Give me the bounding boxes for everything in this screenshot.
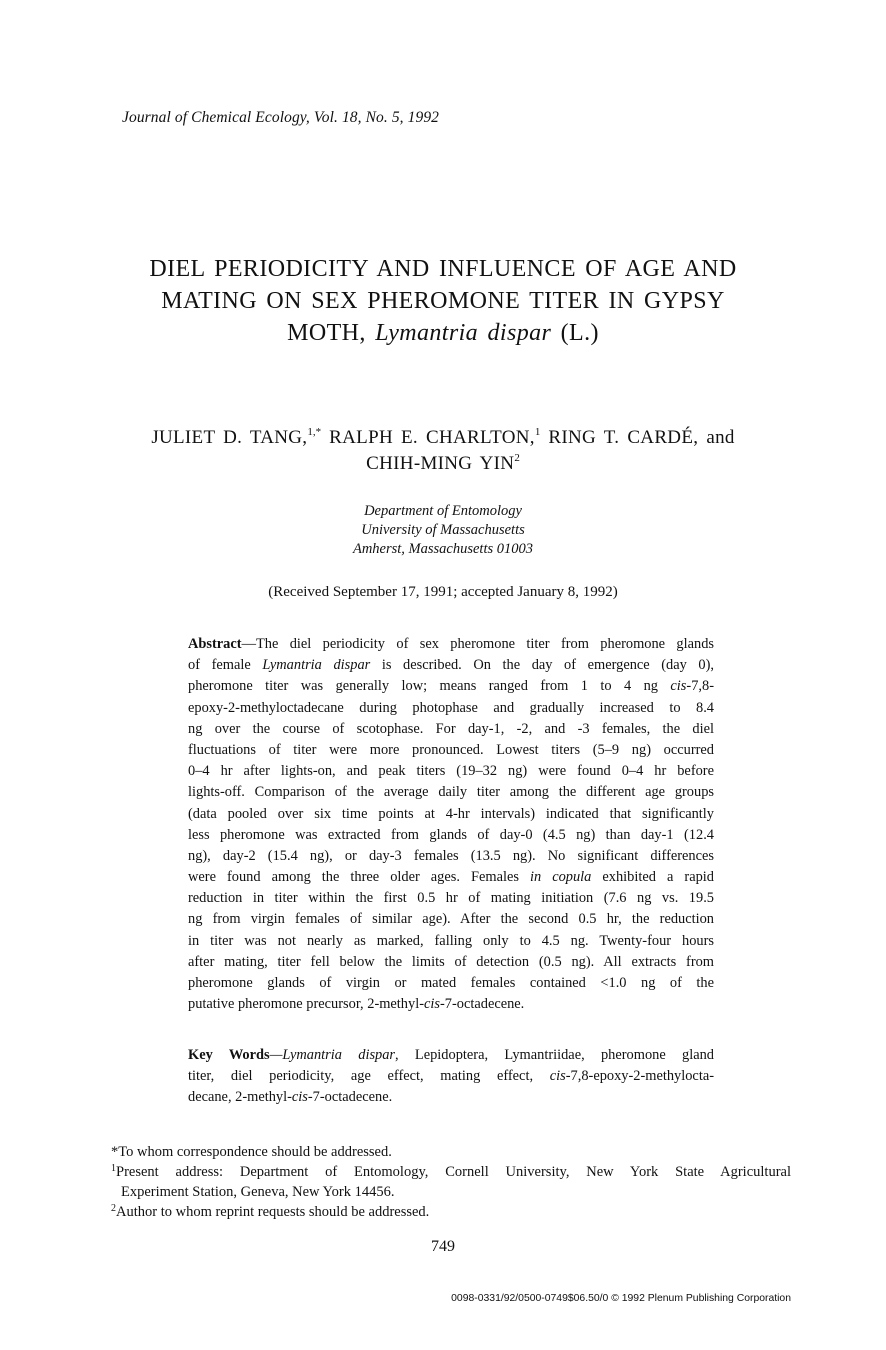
- keywords-text: -7-octadecene.: [307, 1089, 393, 1106]
- species-name: Lymantria dispar: [282, 1047, 396, 1063]
- abstract-text: exhibited a rapid: [602, 869, 714, 886]
- footnote-text: Present address: Department of Entomology, Cornell University, New York State Agricultural: [116, 1164, 791, 1180]
- affiliation-univ: University of Massachusetts: [361, 522, 525, 538]
- affiliation-city: Amherst, Massachusetts 01003: [352, 541, 534, 557]
- abstract-text: were found among the three older ages. Females: [188, 869, 519, 886]
- abstract-line: fluctuations of titer were more pronounced. Lowest titers (5–9 ng) occurred: [188, 741, 714, 758]
- abstract-line: [188, 655, 714, 676]
- keywords-text: , Lepidoptera, Lymantriidae, pheromone gland: [395, 1047, 714, 1063]
- author-footnote-mark: 1,*: [307, 426, 322, 438]
- author-line: [0, 425, 886, 451]
- title-text: (L.): [560, 320, 599, 346]
- copyright-line: 0098-0331/92/0500-0749$06.50/0 © 1992 Plenum Publishing Corporation: [451, 1293, 791, 1304]
- footnote-text: Author to whom reprint requests should be addressed.: [116, 1204, 430, 1220]
- key-words: [188, 1045, 714, 1109]
- abstract-text: is described. On the day of emergence (day 0),: [381, 657, 715, 674]
- abstract: [188, 634, 714, 1015]
- affiliation-dept: Department of Entomology: [364, 503, 522, 519]
- abstract-line: ng), day-2 (15.4 ng), or day-3 females (13.5 ng). No significant differences: [188, 847, 714, 864]
- keywords-text: decane, 2-methyl-: [188, 1089, 292, 1106]
- page-number: 749: [431, 1238, 455, 1255]
- abstract-line: ng over the course of scotophase. For day-1, -2, and -3 females, the diel: [188, 720, 714, 737]
- footnote-present-address-cont: Experiment Station, Geneva, New York 14456.: [121, 1184, 395, 1200]
- abstract-line: less pheromone was extracted from glands of day-0 (4.5 ng) than day-1 (12.4: [188, 826, 714, 843]
- keywords-label: Key Words: [188, 1047, 270, 1063]
- title-text: MOTH,: [287, 320, 366, 346]
- title-line: DIEL PERIODICITY AND INFLUENCE OF AGE AND: [149, 256, 737, 282]
- author-line: [0, 451, 886, 477]
- abstract-line: in titer was not nearly as marked, falling only to 4.5 ng. Twenty-four hours: [188, 932, 714, 949]
- abstract-line: reduction in titer within the first 0.5 hr of mating initiation (7.6 ng vs. 19.5: [188, 890, 714, 907]
- abstract-text: -7,8-: [686, 678, 714, 695]
- abstract-line: 0–4 hr after lights-on, and peak titers (19–32 ng) were found 0–4 hr before: [188, 763, 714, 780]
- author-list: [0, 425, 886, 477]
- footnote-correspondence: *To whom correspondence should be addressed.: [111, 1144, 392, 1160]
- affiliation: [0, 502, 886, 559]
- in-copula-term: in copula: [529, 869, 592, 886]
- keywords-line: [188, 1066, 714, 1087]
- cis-term: cis: [291, 1089, 308, 1106]
- keywords-text: -7,8-epoxy-2-methylocta-: [565, 1068, 714, 1085]
- abstract-line: [188, 994, 714, 1015]
- cis-term: cis: [424, 996, 440, 1013]
- abstract-text: —The diel periodicity of sex pheromone titer from pheromone glands: [241, 636, 714, 652]
- cis-term: cis: [670, 678, 687, 695]
- abstract-line: [188, 634, 714, 655]
- keywords-line: [188, 1087, 714, 1108]
- author-name: RING T. CARDÉ, and: [548, 427, 735, 448]
- received-dates: (Received September 17, 1991; accepted January 8, 1992): [268, 584, 618, 600]
- author-footnote-mark: 1: [534, 426, 541, 438]
- title-line: MATING ON SEX PHEROMONE TITER IN GYPSY: [161, 288, 725, 314]
- author-name: CHIH-MING YIN: [366, 453, 515, 474]
- footnote-present-address: [111, 1162, 791, 1182]
- species-name: Lymantria dispar: [375, 320, 552, 346]
- abstract-line: pheromone glands of virgin or mated females contained <1.0 ng of the: [188, 975, 714, 991]
- author-footnote-mark: 2: [514, 452, 520, 464]
- abstract-text: of female: [188, 657, 251, 674]
- abstract-line: (data pooled over six time points at 4-hr intervals) indicated that significantly: [188, 805, 714, 822]
- abstract-line: [188, 867, 714, 888]
- abstract-line: epoxy-2-methyloctadecane during photophase and gradually increased to 8.4: [188, 699, 714, 716]
- footnotes: [111, 1142, 791, 1222]
- abstract-line: lights-off. Comparison of the average daily titer among the different age groups: [188, 784, 714, 801]
- abstract-text: putative pheromone precursor, 2-methyl-: [188, 996, 424, 1013]
- abstract-text: -7-octadecene.: [440, 996, 525, 1013]
- abstract-line: [188, 676, 714, 697]
- footnote-reprints: [111, 1202, 791, 1222]
- author-name: JULIET D. TANG,: [151, 427, 308, 448]
- keywords-dash: —: [269, 1047, 283, 1063]
- footnote-mark: 2: [111, 1203, 116, 1214]
- article-title: [0, 253, 886, 349]
- title-line: [0, 317, 886, 349]
- keywords-text: titer, diel periodicity, age effect, mating effect,: [188, 1068, 534, 1085]
- journal-header: Journal of Chemical Ecology, Vol. 18, No. 5, 1992: [122, 109, 440, 126]
- author-name: RALPH E. CHARLTON,: [329, 427, 535, 448]
- abstract-line: after mating, titer fell below the limits of detection (0.5 ng). All extracts from: [188, 953, 714, 970]
- abstract-label: Abstract: [188, 636, 242, 652]
- abstract-text: pheromone titer was generally low; means ranged from 1 to 4 ng: [188, 678, 658, 695]
- cis-term: cis: [549, 1068, 566, 1085]
- species-name: Lymantria dispar: [262, 657, 371, 674]
- abstract-line: ng from virgin females of similar age). After the second 0.5 hr, the reduction: [188, 911, 714, 928]
- keywords-line: [188, 1045, 714, 1066]
- footnote-mark: 1: [111, 1163, 116, 1174]
